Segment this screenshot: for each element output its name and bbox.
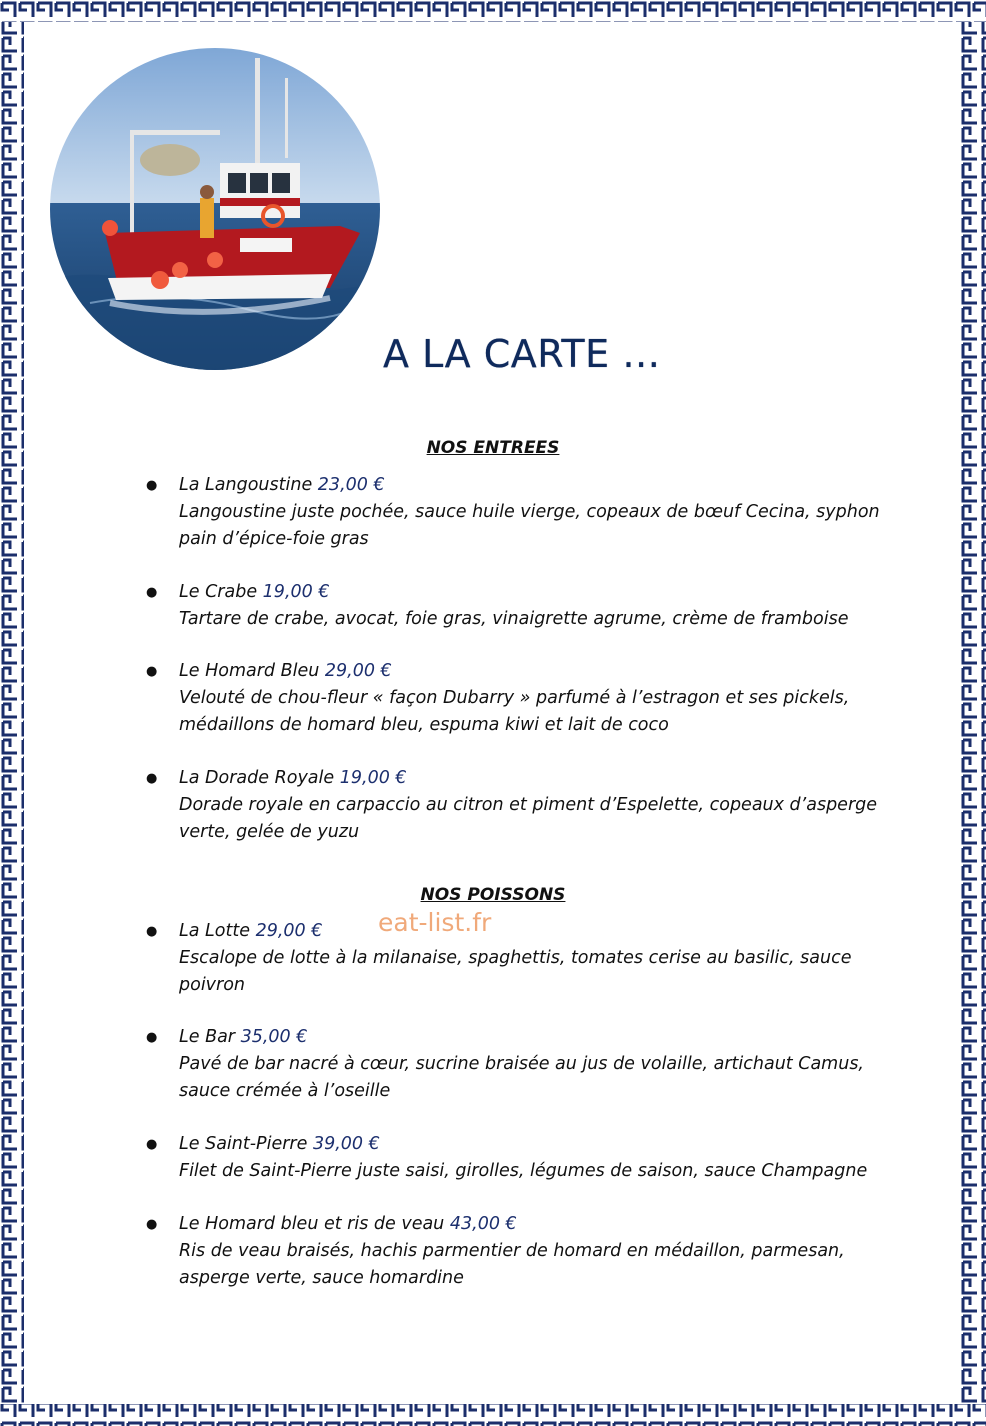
dish-description: Velouté de chou-fleur « façon Dubarry » parfumé à l’estragon et ses pickels, médaillons de homard bleu, espuma kiwi et lait de coco <box>179 688 850 735</box>
dish-name: La Lotte <box>179 921 250 941</box>
section-heading-poissons: NOS POISSONS <box>420 885 566 905</box>
dish-price: 29,00 € <box>255 921 323 941</box>
dish-description: Escalope de lotte à la milanaise, spaghettis, tomates cerise au basilic, sauce poivron <box>179 948 852 995</box>
bullet-icon: ● <box>146 1137 158 1152</box>
dish-name: Le Crabe <box>179 582 258 602</box>
bullet-icon: ● <box>146 1217 158 1232</box>
dish-price: 19,00 € <box>339 768 407 788</box>
menu-item <box>146 579 916 633</box>
bullet-icon: ● <box>146 478 158 493</box>
dish-name: La Langoustine <box>179 475 313 495</box>
dish-description: Filet de Saint-Pierre juste saisi, girolles, légumes de saison, sauce Champagne <box>179 1161 868 1181</box>
dish-price: 43,00 € <box>449 1214 517 1234</box>
dish-name: Le Saint-Pierre <box>179 1134 308 1154</box>
dish-name: Le Homard bleu et ris de veau <box>179 1214 445 1234</box>
menu-item <box>146 765 916 846</box>
dish-name: Le Homard Bleu <box>179 661 320 681</box>
dish-name: Le Bar <box>179 1027 236 1047</box>
dish-description: Ris de veau braisés, hachis parmentier de homard en médaillon, parmesan, asperge verte, sauce homardine <box>179 1241 845 1288</box>
bullet-icon: ● <box>146 924 158 939</box>
dish-name: La Dorade Royale <box>179 768 335 788</box>
dish-description: Langoustine juste pochée, sauce huile vierge, copeaux de bœuf Cecina, syphon pain d’épice-foie gras <box>179 502 880 549</box>
dish-price: 29,00 € <box>324 661 392 681</box>
dish-price: 39,00 € <box>312 1134 380 1154</box>
section-heading-entrees: NOS ENTREES <box>426 438 560 458</box>
watermark: eat-list.fr <box>378 908 492 937</box>
bullet-icon: ● <box>146 1030 158 1045</box>
bullet-icon: ● <box>146 585 158 600</box>
fishing-boat-photo <box>50 48 380 370</box>
dish-description: Pavé de bar nacré à cœur, sucrine braisée au jus de volaille, artichaut Camus, sauce crémée à l’oseille <box>179 1054 864 1101</box>
menu-item <box>146 1131 916 1185</box>
menu-item <box>146 1024 916 1105</box>
dish-price: 19,00 € <box>262 582 330 602</box>
dish-price: 23,00 € <box>317 475 385 495</box>
menu-item <box>146 472 916 553</box>
dish-price: 35,00 € <box>240 1027 308 1047</box>
dish-description: Dorade royale en carpaccio au citron et piment d’Espelette, copeaux d’asperge verte, gelée de yuzu <box>179 795 878 842</box>
menu-item <box>146 1211 916 1292</box>
bullet-icon: ● <box>146 771 158 786</box>
dish-description: Tartare de crabe, avocat, foie gras, vinaigrette agrume, crème de framboise <box>179 609 849 629</box>
page-title: A LA CARTE … <box>383 332 661 376</box>
menu-item <box>146 918 916 999</box>
menu-item <box>146 658 916 739</box>
bullet-icon: ● <box>146 664 158 679</box>
